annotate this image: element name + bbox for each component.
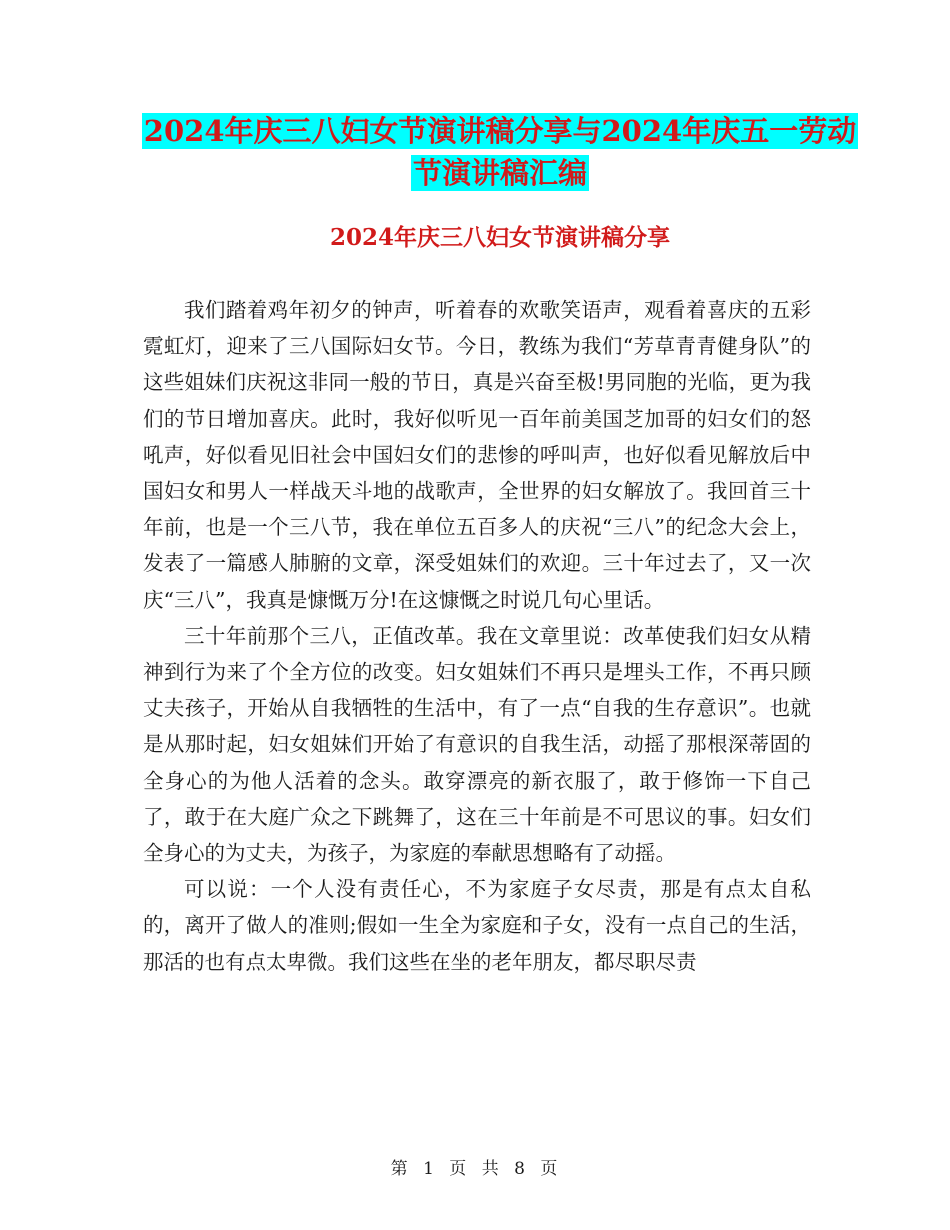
footer-total-prefix: 共 — [481, 1159, 501, 1179]
paragraph: 我们踏着鸡年初夕的钟声，听着春的欢歌笑语声，观看着喜庆的五彩霓虹灯，迎来了三八国际妇女节。今日，教练为我们“芳草青青健身队”的这些姐妹们庆祝这非同一般的节日，真是兴奋至极!男同胞的光临，更为我们的节日增加喜庆。此时，我好似听见一百年前美国芝加哥的妇女们的怒吼声，好似看见旧社会中国妇女们的悲惨的呼叫声，也好似看见解放后中国妇女和男人一样战天斗地的战歌声，全世界的妇女解放了。我回首三十年前，也是一个三八节，我在单位五百多人的庆祝“三八”的纪念大会上，发表了一篇感人肺腑的文章，深受姐妹们的欢迎。三十年过去了，又一次庆“三八”，我真是慷慨万分!在这慷慨之时说几句心里话。 — [143, 298, 811, 612]
document-title-line1: 2024年庆三八妇女节演讲稿分享与2024年庆五一劳动 — [143, 114, 857, 148]
footer-total-pages: 8 — [514, 1159, 527, 1179]
footer-page-number: 1 — [423, 1159, 436, 1179]
page-footer — [0, 1154, 950, 1179]
footer-total-label: 页 — [540, 1159, 560, 1179]
document-title-line2: 节演讲稿汇编 — [412, 156, 587, 190]
paragraph: 可以说：一个人没有责任心，不为家庭子女尽责，那是有点太自私的，离开了做人的准则;假如一生全为家庭和子女，没有一点自己的生活，那活的也有点太卑微。我们这些在坐的老年朋友，都尽职尽责 — [143, 877, 811, 974]
document-body — [143, 292, 811, 980]
section-title: 2024年庆三八妇女节演讲稿分享 — [329, 224, 670, 251]
paragraph: 三十年前那个三八，正值改革。我在文章里说：改革使我们妇女从精神到行为来了个全方位的改变。妇女姐妹们不再只是埋头工作，不再只顾丈夫孩子，开始从自我牺牲的生活中，有了一点“自我的生存意识”。也就是从那时起，妇女姐妹们开始了有意识的自我生活，动摇了那根深蒂固的全身心的为他人活着的念头。敢穿漂亮的新衣服了，敢于修饰一下自己了，敢于在大庭广众之下跳舞了，这在三十年前是不可思议的事。妇女们全身心的为丈夫，为孩子，为家庭的奉献思想略有了动摇。 — [143, 623, 811, 866]
footer-page-label: 页 — [449, 1159, 469, 1179]
footer-prefix: 第 — [390, 1159, 410, 1179]
